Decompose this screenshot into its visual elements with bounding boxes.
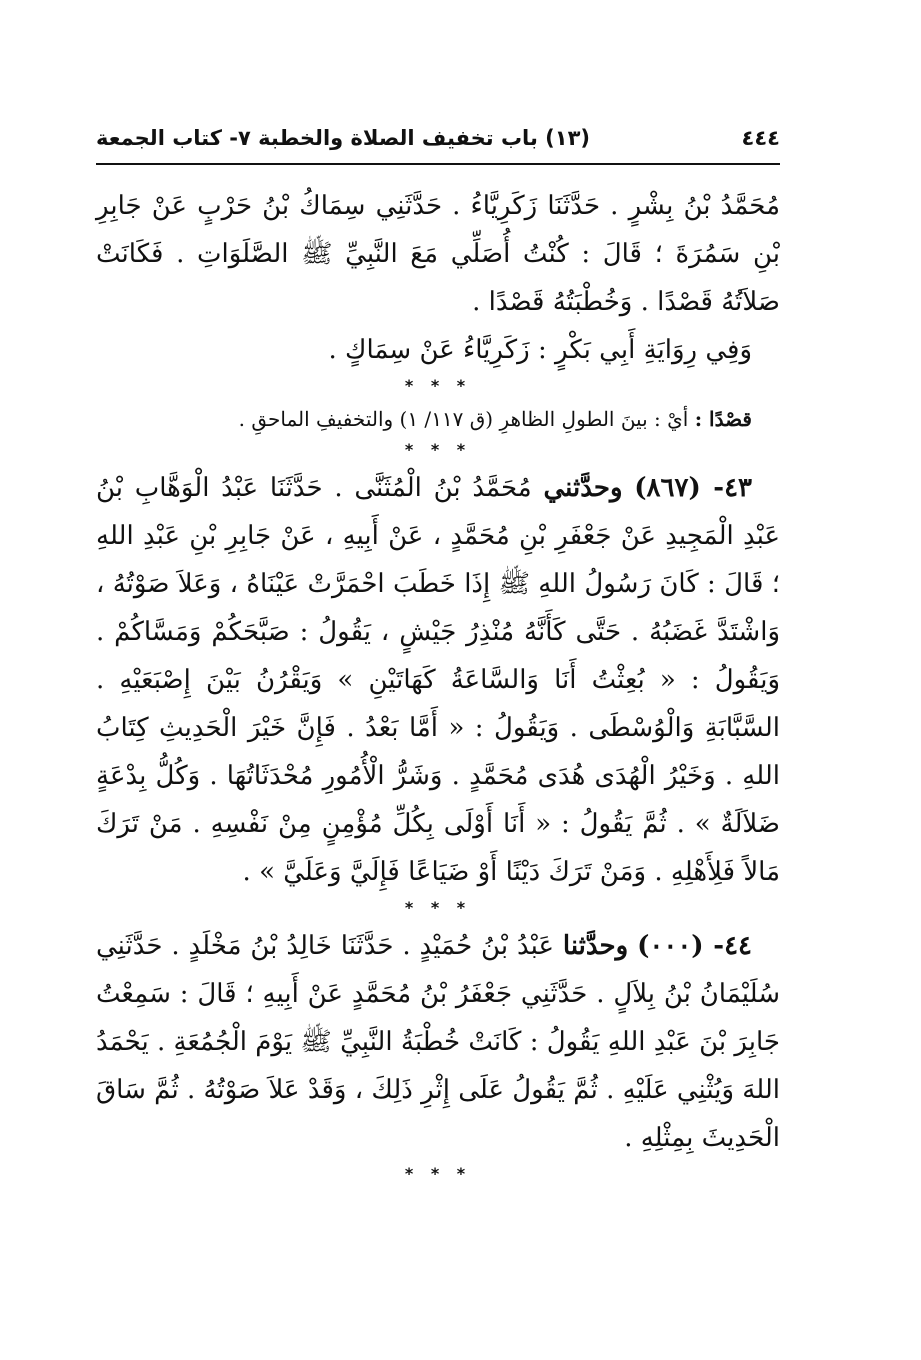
chapter-title: (١٣) باب تخفيف الصلاة والخطبة	[258, 126, 590, 150]
section-separator: * * *	[404, 1164, 472, 1183]
book-title: ٧- كتاب الجمعة	[96, 126, 251, 150]
running-header	[96, 122, 780, 162]
hadith-43	[96, 464, 780, 896]
section-separator: * * *	[404, 376, 472, 395]
hadith-43-number: ٤٣- (٨٦٧)	[634, 473, 752, 503]
hadith-43-lead: وحدَّثني	[543, 473, 623, 503]
hadith-44-text: عَبْدُ بْنُ حُمَيْدٍ . حَدَّثَنَا خَالِدُ بْنُ مَخْلَدٍ . حَدَّثَنِي سُلَيْمَانُ بْنُ بِلاَلٍ . حَدَّثَنِي جَعْفَرُ بْنُ مُحَمَّدٍ عَنْ أَبِيهِ ؛ قَالَ : سَمِعْتُ جَابِرَ بْنَ عَبْدِ اللهِ يَقُولُ : كَانَتْ خُطْبَةُ النَّبِيِّ ﷺ يَوْمَ الْجُمُعَةِ . يَحْمَدُ اللهَ وَيُثْنِي عَلَيْهِ . ثُمَّ يَقُولُ عَلَى إِثْرِ ذَلِكَ ، وَقَدْ عَلاَ صَوْتُهُ . ثُمَّ سَاقَ الْحَدِيثَ بِمِثْلِهِ .	[96, 931, 780, 1153]
hadith-44-lead: وحدَّثنا	[562, 931, 629, 961]
hadith-44-number: ٤٤- (٠٠٠)	[637, 931, 753, 961]
page-body	[96, 182, 780, 1188]
footnote	[96, 404, 752, 434]
footnote-term: قصْدًا :	[694, 407, 752, 431]
section-separator: * * *	[404, 898, 472, 917]
hadith-42-continuation: مُحَمَّدُ بْنُ بِشْرٍ . حَدَّثَنَا زَكَرِيَّاءُ . حَدَّثَنِي سِمَاكُ بْنُ حَرْبٍ عَنْ جَابِرِ بْنِ سَمُرَةَ ؛ قَالَ : كُنْتُ أُصَلِّي مَعَ النَّبِيِّ ﷺ الصَّلَوَاتِ . فَكَانَتْ صَلاَتُهُ قَصْدًا . وَخُطْبَتُهُ قَصْدًا .	[96, 191, 780, 317]
page-number: ٤٤٤	[741, 126, 780, 150]
book-page	[96, 0, 780, 1360]
header-rule	[96, 163, 780, 165]
hadith-43-text: مُحَمَّدُ بْنُ الْمُثَنَّى . حَدَّثَنَا عَبْدُ الْوَهَّابِ بْنُ عَبْدِ الْمَجِيدِ عَنْ جَعْفَرِ بْنِ مُحَمَّدٍ ، عَنْ أَبِيهِ ، عَنْ جَابِرِ بْنِ عَبْدِ اللهِ ؛ قَالَ : كَانَ رَسُولُ اللهِ ﷺ إِذَا خَطَبَ احْمَرَّتْ عَيْنَاهُ ، وَعَلاَ صَوْتُهُ ، وَاشْتَدَّ غَضَبُهُ . حَتَّى كَأَنَّهُ مُنْذِرُ جَيْشٍ ، يَقُولُ : صَبَّحَكُمْ وَمَسَّاكُمْ . وَيَقُولُ : « بُعِثْتُ أَنَا وَالسَّاعَةُ كَهَاتَيْنِ » وَيَقْرُنُ بَيْنَ إِصْبَعَيْهِ . السَّبَّابَةِ وَالْوُسْطَى . وَيَقُولُ : « أَمَّا بَعْدُ . فَإِنَّ خَيْرَ الْحَدِيثِ كِتَابُ اللهِ . وَخَيْرُ الْهُدَى هُدَى مُحَمَّدٍ . وَشَرُّ الْأُمُورِ مُحْدَثَاتُهَا . وَكُلُّ بِدْعَةٍ ضَلاَلَةٌ » . ثُمَّ يَقُولُ : « أَنَا أَوْلَى بِكُلِّ مُؤْمِنٍ مِنْ نَفْسِهِ . مَنْ تَرَكَ مَالاً فَلِأَهْلِهِ . وَمَنْ تَرَكَ دَيْنًا أَوْ ضَيَاعًا فَإِلَيَّ وَعَلَيَّ » .	[96, 473, 780, 887]
narration-variant: وَفِي رِوَايَةِ أَبِي بَكْرٍ : زَكَرِيَّاءُ عَنْ سِمَاكٍ .	[328, 335, 752, 365]
footnote-text: أيْ : بينَ الطولِ الظاهرِ (ق ١١٧/ ١) والتخفيفِ الماحقِ .	[238, 407, 689, 431]
hadith-44	[96, 922, 780, 1162]
section-separator: * * *	[404, 440, 472, 459]
